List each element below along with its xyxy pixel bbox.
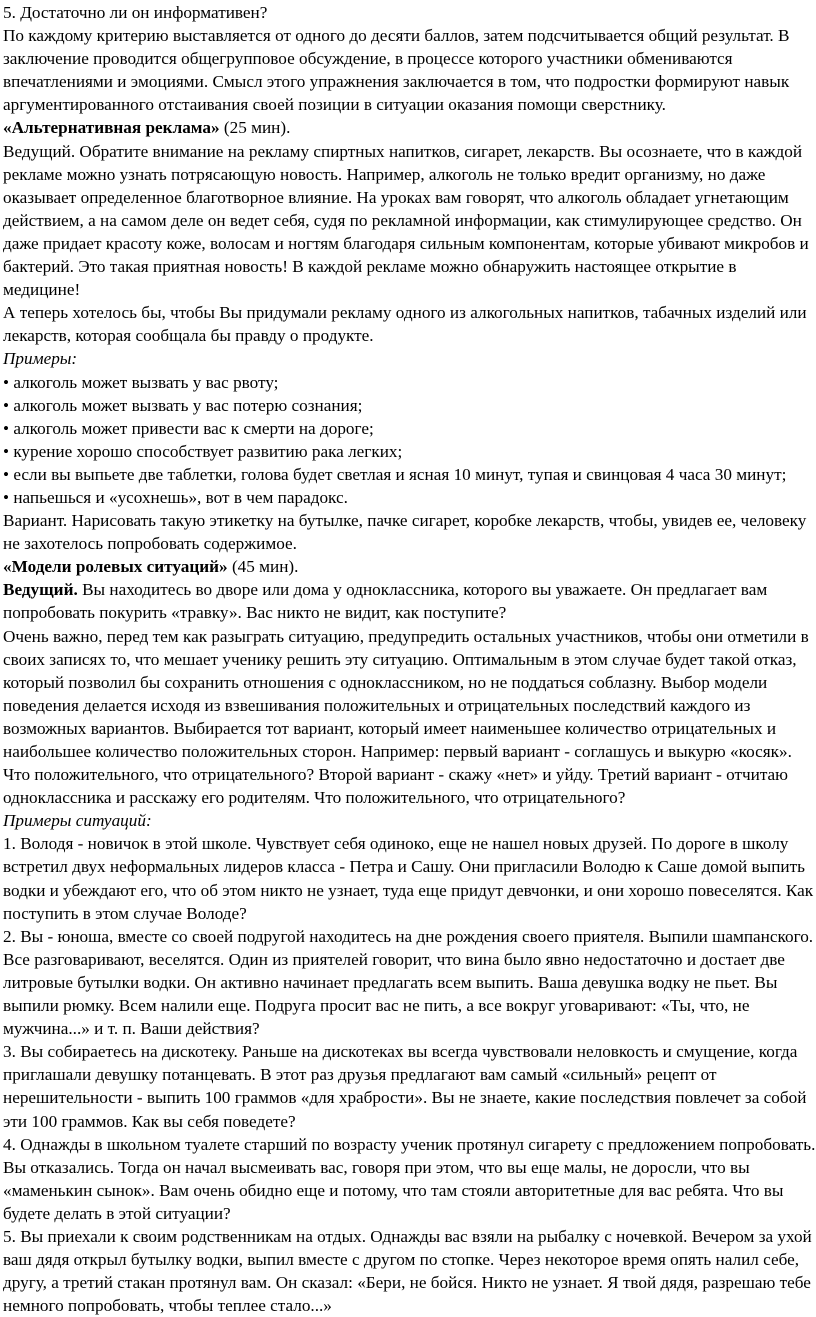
situation-item: 3. Вы собираетесь на дискотеку. Раньше на дискотеках вы всегда чувствовали неловкость и смущение, когда приглашали девушку потанцевать. В этот раз друзья предлагают вам самый «сильный» рецепт от нерешительности - выпить 100 граммов «для храбрости». Вы не знаете, какие последствия повлечет за собой эти 100 граммов. Как вы себя поведете? [3, 1042, 807, 1131]
role-play-lead-text: Вы находитесь во дворе или дома у одноклассника, которого вы уважаете. Он предлагает вам попробовать покурить «травку». Вас никто не видит, как поступите? [3, 580, 768, 623]
alt-ad-example-item: • алкоголь может вызвать у вас рвоту; [3, 372, 279, 392]
situation-item: 5. Вы приехали к своим родственникам на отдых. Однажды вас взяли на рыбалку с ночевкой. Вечером за ухой ваш дядя открыл бутылку водки, выпил вместе с другом по стопке. Через некоторое время опять налил себе, другу, а третий стакан протянул вам. Он сказал: «Бери, не бойся. Никто не узнает. Я твой дядя, разрешаю тебе немного попробовать, чтобы теплее стало...» [3, 1226, 812, 1316]
alt-ad-duration: (25 мин). [219, 118, 291, 138]
alt-ad-example-item: • если вы выпьете две таблетки, голова будет светлая и ясная 10 минут, тупая и свинцовая 4 часа 30 минут; [3, 464, 787, 484]
intro-question: 5. Достаточно ли он информативен? [3, 3, 268, 22]
role-play-lead-label: Ведущий. [3, 580, 78, 600]
role-play-title: «Модели ролевых ситуаций» [3, 557, 228, 577]
intro-scoring-paragraph: По каждому критерию выставляется от одного до десяти баллов, затем подсчитывается общий результат. В заключение проводится общегрупповое обсуждение, в процессе которого участники обмениваются впечатлениями и эмоциями. Смысл этого упражнения заключается в том, что подростки формируют навык аргументированного отстаивания своей позиции в ситуации оказания помощи сверстнику. [3, 26, 790, 115]
situation-item: 2. Вы - юноша, вместе со своей подругой находитесь на дне рождения своего приятеля. Выпили шампанского. Все разговаривают, веселятся. Один из приятелей говорит, что вина было явно недостаточно и достает две литровые бутылки водки. Он активно начинает предлагать всем выпить. Ваша девушка водку не пьет. Вы выпили рюмку. Всем налили еще. Подруга просит вас не пить, а все вокруг уговаривают: «Ты, что, не мужчина...» и т. п. Ваши действия? [3, 926, 814, 1039]
alt-ad-heading [3, 116, 816, 139]
alt-ad-title: «Альтернативная реклама» [3, 118, 220, 138]
alt-ad-example-item: • напьешься и «усохнешь», вот в чем парадокс. [3, 487, 348, 507]
alt-ad-example-item: • алкоголь может привести вас к смерти на дороге; [3, 418, 374, 438]
alt-ad-lead-paragraph: Ведущий. Обратите внимание на рекламу спиртных напитков, сигарет, лекарств. Вы осознаете, что в каждой рекламе можно узнать потрясающую новость. Например, алкоголь не только вредит организму, но даже оказывает определенное благотворное влияние. На уроках вам говорят, что алкоголь обладает угнетающим действием, а на самом деле он ведет себя, судя по рекламной информации, как стимулирующее средство. Он даже придает красоту коже, волосам и ногтям благодаря сильным компонентам, которые убивают микробов и бактерий. Это такая приятная новость! В каждой рекламе можно обнаружить настоящее открытие в медицине! [3, 141, 809, 300]
situation-item: 4. Однажды в школьном туалете старший по возрасту ученик протянул сигарету с предложением попробовать. Вы отказались. Тогда он начал высмеивать вас, говоря при этом, что вы еще малы, не доросли, что вы «маменькин сынок». Вам очень обидно еще и потому, что там стояли авторитетные для вас ребята. Что вы будете делать в этой ситуации? [3, 1134, 816, 1223]
role-play-examples-label: Примеры ситуаций: [3, 811, 152, 831]
role-play-heading [3, 555, 816, 578]
role-play-lead-paragraph [3, 578, 816, 624]
alt-ad-example-item: • алкоголь может вызвать у вас потерю сознания; [3, 395, 363, 415]
role-play-duration: (45 мин). [227, 557, 299, 577]
alt-ad-example-item: • курение хорошо способствует развитию рака легких; [3, 441, 403, 461]
alt-ad-variant-paragraph: Вариант. Нарисовать такую этикетку на бутылке, пачке сигарет, коробке лекарств, чтобы, увидев ее, человеку не захотелось попробовать содержимое. [3, 511, 807, 554]
role-play-note-paragraph: Очень важно, перед тем как разыграть ситуацию, предупредить остальных участников, чтобы они отметили в своих записях то, что мешает ученику решить эту ситуацию. Оптимальным в этом случае будет такой отказ, который позволил бы сохранить отношения с одноклассником, но не поддаться соблазну. Выбор модели поведения делается исходя из взвешивания положительных и отрицательных последствий каждого из возможных вариантов. Выбирается тот вариант, который имеет наименьшее количество отрицательных и наибольшее количество положительных сторон. Например: первый вариант - соглашусь и выкурю «косяк». Что положительного, что отрицательного? Второй вариант - скажу «нет» и уйду. Третий вариант - отчитаю одноклассника и расскажу его родителям. Что положительного, что отрицательного? [3, 626, 809, 808]
situation-item: 1. Володя - новичок в этой школе. Чувствует себя одиноко, еще не нашел новых друзей. По дороге в школу встретил двух неформальных лидеров класса - Петра и Сашу. Они пригласили Володю к Саше домой выпить водки и убеждают его, что об этом никто не узнает, туда еще придут девчонки, и они хорошо повеселятся. Как поступить в этом случае Володе? [3, 834, 814, 923]
alt-ad-task-paragraph: А теперь хотелось бы, чтобы Вы придумали рекламу одного из алкогольных напитков, табачных изделий или лекарств, которая сообщала бы правду о продукте. [3, 303, 807, 346]
alt-ad-examples-label: Примеры: [3, 349, 78, 369]
